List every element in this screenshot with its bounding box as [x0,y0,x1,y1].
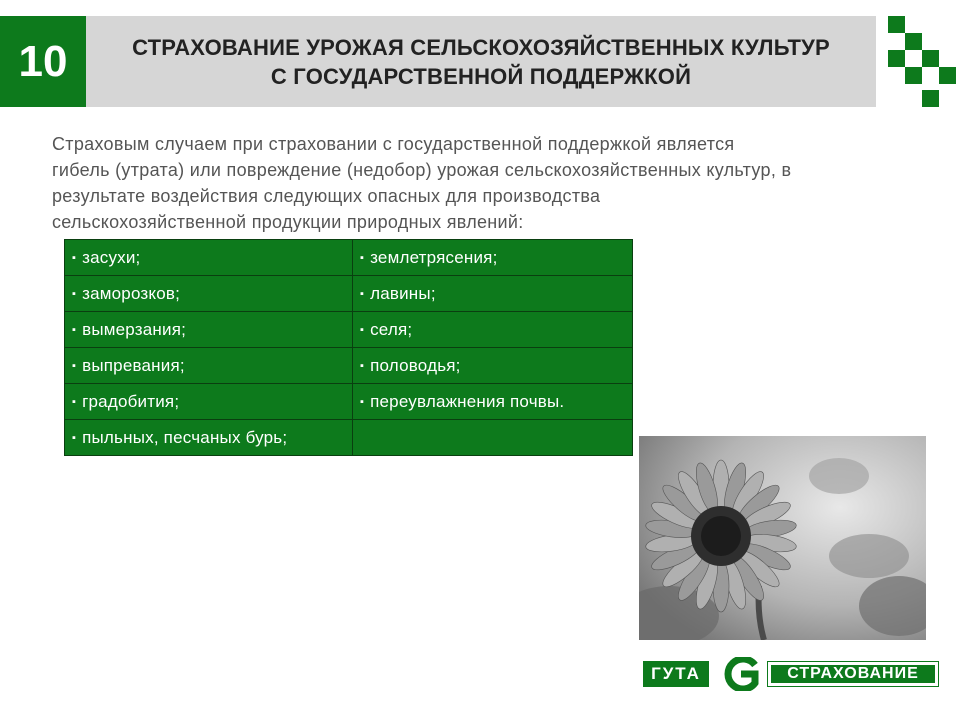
logo-text-left: ГУТА [643,661,709,687]
page-title-line-2: С ГОСУДАРСТВЕННОЙ ПОДДЕРЖКОЙ [270,63,692,89]
hazard-cell [65,240,353,276]
hazard-cell [353,312,633,348]
guta-logo [643,657,937,691]
intro-line: результате воздействия следующих опасных для производства [52,186,601,206]
hazard-cell [65,312,353,348]
bullet-icon: ▪ [72,359,77,372]
bullet-icon: ▪ [72,323,77,336]
intro-paragraph [52,131,912,235]
table-row [65,276,633,312]
table-row [65,384,633,420]
hazard-label: выпревания; [82,355,185,375]
hazard-cell [65,348,353,384]
hazard-label: лавины; [370,283,436,303]
hazard-label: засухи; [82,247,141,267]
bullet-icon: ▪ [360,251,365,264]
logo-g-icon [711,657,765,691]
bullet-icon: ▪ [360,323,365,336]
hazard-cell [353,384,633,420]
title-bar [86,16,876,107]
table-row [65,348,633,384]
hazard-label: селя; [370,319,413,339]
slide-number: 10 [0,16,86,107]
hazard-label: градобития; [82,391,180,411]
intro-line: сельскохозяйственной продукции природных явлений: [52,212,524,232]
hazard-cell [65,420,353,456]
hazard-label: вымерзания; [82,319,187,339]
table-row [65,312,633,348]
hazard-label: землетрясения; [370,247,498,267]
bullet-icon: ▪ [72,431,77,444]
hazard-table [64,239,633,456]
hazard-cell [353,348,633,384]
hazard-cell [353,420,633,456]
hazard-cell [353,240,633,276]
logo-text-right: СТРАХОВАНИЕ [771,665,935,683]
bullet-icon: ▪ [360,287,365,300]
hazard-label: заморозков; [82,283,181,303]
table-row [65,240,633,276]
page-title-line-1: СТРАХОВАНИЕ УРОЖАЯ СЕЛЬСКОХОЗЯЙСТВЕННЫХ КУЛЬТУР [132,34,830,60]
hazard-label: половодья; [370,355,461,375]
intro-line: Страховым случаем при страховании с государственной поддержкой является [52,134,735,154]
table-row [65,420,633,456]
hazard-label: переувлажнения почвы. [370,391,565,411]
hazard-cell [65,384,353,420]
bullet-icon: ▪ [72,395,77,408]
bullet-icon: ▪ [72,287,77,300]
bullet-icon: ▪ [360,359,365,372]
hazard-cell [65,276,353,312]
logo-right-box [767,661,939,687]
intro-line: гибель (утрата) или повреждение (недобор) урожая сельскохозяйственных культур, в [52,160,792,180]
hazard-label: пыльных, песчаных бурь; [82,427,288,447]
bullet-icon: ▪ [360,395,365,408]
bullet-icon: ▪ [72,251,77,264]
sunflower-photo [639,436,926,640]
hazard-cell [353,276,633,312]
